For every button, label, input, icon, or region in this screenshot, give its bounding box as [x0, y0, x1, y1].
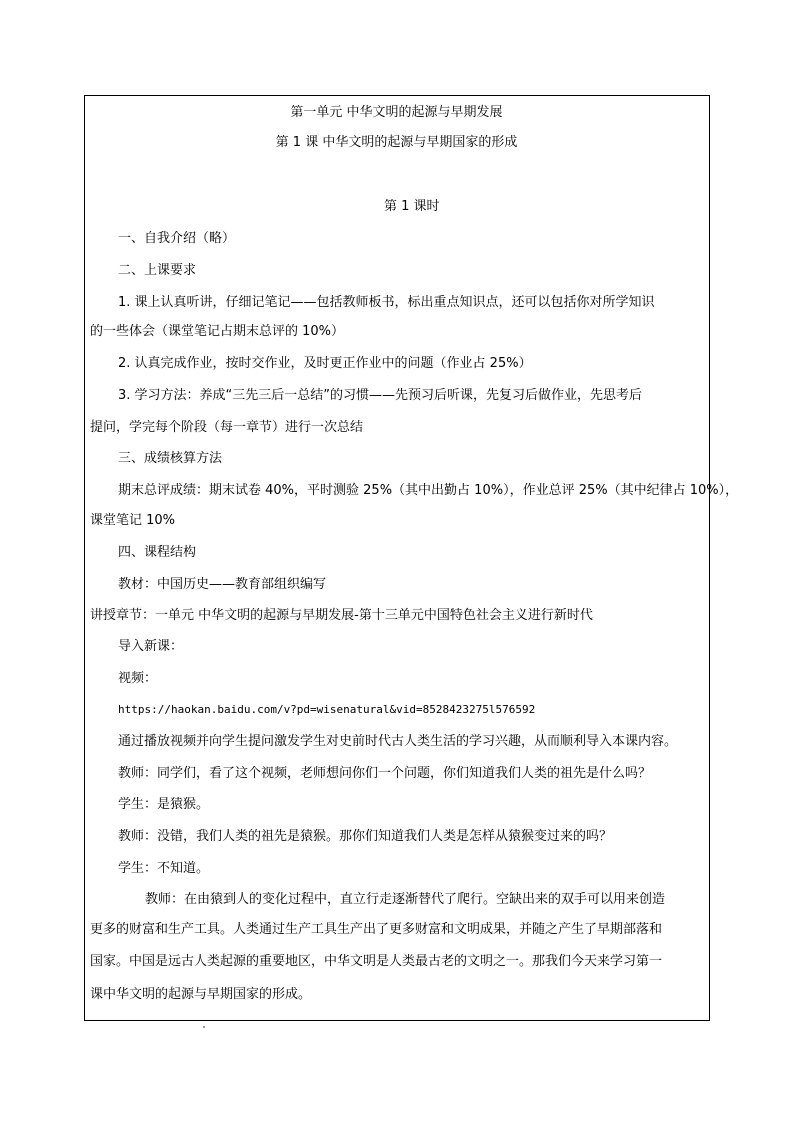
grading-line-2: 课堂笔记 10% [90, 513, 176, 528]
closing-paragraph-line-2: 更多的财富和生产工具。人类通过生产工具生产出了更多财富和文明成果，并随之产生了早期部落和 [90, 922, 663, 937]
requirement-1-line-1: 1. 课上认真听讲，仔细记笔记——包括教师板书，标出重点知识点，还可以包括你对所学知识 [118, 295, 655, 310]
section-heading-grading: 三、成绩核算方法 [118, 451, 223, 466]
page-mark [203, 1026, 205, 1028]
intro-label: 导入新课： [118, 639, 184, 654]
period-label: 第 1 课时 [384, 199, 440, 214]
closing-paragraph-line-4: 课中华文明的起源与早期国家的形成。 [90, 987, 312, 1002]
dialog-teacher-1: 教师：同学们，看了这个视频，老师想问你们一个问题，你们知道我们人类的祖先是什么吗？ [118, 766, 652, 781]
grading-line-1: 期末总评成绩：期末试卷 40%，平时测验 25%（其中出勤占 10%），作业总评 25%（其中纪律占 10%）， [118, 483, 739, 498]
dialog-teacher-2: 教师：没错，我们人类的祖先是猿猴。那你们知道我们人类是怎样从猿猴变过来的吗？ [118, 829, 613, 844]
unit-title: 第一单元 中华文明的起源与早期发展 [290, 105, 503, 120]
dialog-student-1: 学生：是猿猴。 [118, 797, 210, 812]
video-label: 视频： [118, 671, 158, 686]
intro-description: 通过播放视频并向学生提问激发学生对史前时代古人类生活的学习兴趣，从而顺利导入本课内容。 [118, 734, 678, 749]
section-heading-requirements: 二、上课要求 [118, 263, 197, 278]
chapters-line: 讲授章节：一单元 中华文明的起源与早期发展-第十三单元中国特色社会主义进行新时代 [90, 608, 593, 623]
lesson-title: 第 1 课 中华文明的起源与早期国家的形成 [275, 135, 518, 150]
closing-paragraph-line-1: 教师：在由猿到人的变化过程中，直立行走逐渐替代了爬行。空缺出来的双手可以用来创造 [145, 892, 666, 907]
requirement-3-line-2: 提问，学完每个阶段（每一章节）进行一次总结 [90, 420, 364, 435]
closing-paragraph-line-3: 国家。中国是远古人类起源的重要地区，中华文明是人类最古老的文明之一。那我们今天来学习第一 [90, 954, 663, 969]
requirement-1-line-2: 的一些体会（课堂笔记占期末总评的 10%） [90, 324, 345, 339]
textbook-line: 教材：中国历史——教育部组织编写 [118, 577, 327, 592]
requirement-3-line-1: 3. 学习方法：养成“三先三后一总结”的习惯——先预习后听课，先复习后做作业，先思考后 [118, 388, 643, 403]
dialog-student-2: 学生：不知道。 [118, 861, 210, 876]
section-heading-structure: 四、课程结构 [118, 545, 197, 560]
section-heading-intro: 一、自我介绍（略） [118, 231, 236, 246]
requirement-2: 2. 认真完成作业，按时交作业，及时更正作业中的问题（作业占 25%） [118, 356, 532, 371]
video-url-link[interactable]: https://haokan.baidu.com/v?pd=wisenatural&vid=8528423275l576592 [118, 703, 536, 716]
